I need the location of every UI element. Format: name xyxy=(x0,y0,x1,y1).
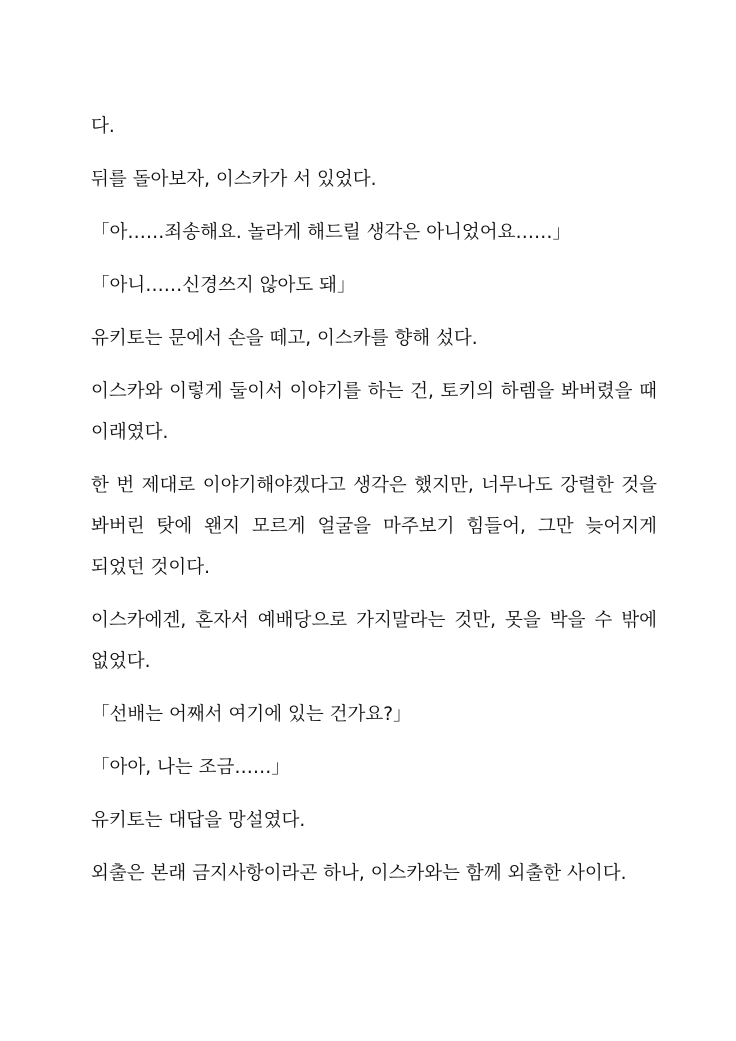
paragraph-12: 외출은 본래 금지사항이라곤 하나, 이스카와는 함께 외출한 사이다. xyxy=(91,863,627,884)
body-text xyxy=(91,106,657,906)
paragraph-3: 「아……죄송해요. 놀라게 해드릴 생각은 아니었어요……」 xyxy=(91,222,571,243)
paragraph-10: 「아아, 나는 조금……」 xyxy=(91,757,290,778)
paragraph-7: 한 번 제대로 이야기해야겠다고 생각은 했지만, 너무나도 강렬한 것을 봐버린 탓에 왠지 모르게 얼굴을 마주보기 힘들어, 그만 늦어지게 되었던 것이다. xyxy=(91,475,657,578)
paragraph-9: 「선배는 어째서 여기에 있는 건가요?」 xyxy=(91,704,412,725)
paragraph-1: 다. xyxy=(91,116,115,137)
paragraph-5: 유키토는 문에서 손을 떼고, 이스카를 향해 섰다. xyxy=(91,328,478,349)
paragraph-6: 이스카와 이렇게 둘이서 이야기를 하는 건, 토키의 하렘을 봐버렸을 때 이래였다. xyxy=(91,381,657,443)
paragraph-8: 이스카에겐, 혼자서 예배당으로 가지말라는 것만, 못을 박을 수 밖에 없었다. xyxy=(91,610,657,672)
paragraph-2: 뒤를 돌아보자, 이스카가 서 있었다. xyxy=(91,169,377,190)
paragraph-11: 유키토는 대답을 망설였다. xyxy=(91,810,306,831)
paragraph-4: 「아니……신경쓰지 않아도 돼」 xyxy=(91,275,356,296)
